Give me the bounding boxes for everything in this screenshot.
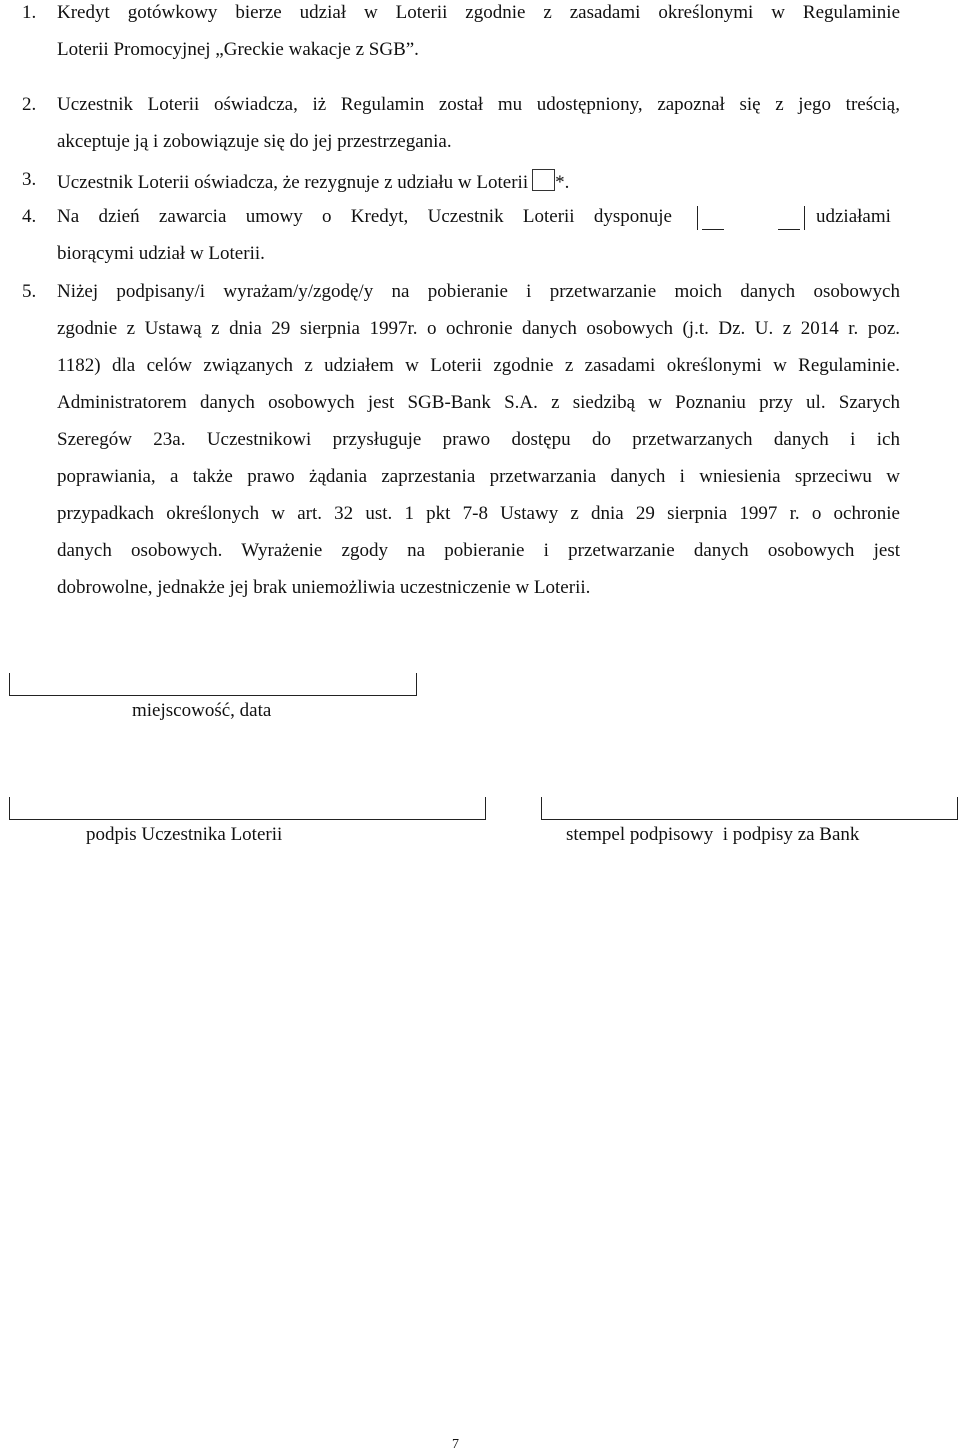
underline (778, 229, 800, 230)
underline (702, 229, 724, 230)
clause-line: Kredyt gotówkowy bierze udział w Loterii zgodnie z zasadami określonymi w Regulaminie (57, 2, 900, 23)
clause-number: 4. (22, 206, 37, 227)
clause-line: zgodnie z Ustawą z dnia 29 sierpnia 1997r. o ochronie danych osobowych (j.t. Dz. U. z 2014 r. poz. (57, 318, 900, 339)
clause-line: danych osobowych. Wyrażenie zgody na pobieranie i przetwarzanie danych osobowych jest (57, 540, 900, 561)
asterisk-note: *. (555, 172, 570, 193)
bank-signature-field[interactable] (541, 797, 958, 820)
clause-text: Uczestnik Loterii oświadcza, że rezygnuje z udziału w Loterii (57, 172, 529, 193)
clause-number: 5. (22, 281, 37, 302)
bank-signature-label: stempel podpisowy i podpisy za Bank (566, 824, 860, 845)
clause-line: przypadkach określonych w art. 32 ust. 1 pkt 7-8 Ustawy z dnia 29 sierpnia 1997 r. o ochronie (57, 503, 900, 524)
clause-line: Uczestnik Loterii oświadcza, iż Regulamin został mu udostępniony, zapoznał się z jego treścią, (57, 94, 900, 115)
place-date-field[interactable] (9, 673, 417, 696)
participant-signature-label: podpis Uczestnika Loterii (86, 824, 283, 845)
clause-line (57, 169, 569, 194)
clause-number: 3. (22, 169, 37, 190)
place-date-label: miejscowość, data (132, 700, 272, 721)
opt-out-checkbox[interactable] (532, 169, 555, 191)
clause-line: Niżej podpisany/i wyrażam/y/zgodę/y na pobieranie i przetwarzanie moich danych osobowych (57, 281, 900, 302)
clause-line: udziałami (816, 206, 891, 227)
clause-line: Na dzień zawarcia umowy o Kredyt, Uczestnik Loterii dysponuje (57, 206, 672, 227)
clause-line: Loterii Promocyjnej „Greckie wakacje z SGB”. (57, 39, 419, 60)
clause-line: akceptuje ją i zobowiązuje się do jej przestrzegania. (57, 131, 452, 152)
clause-line: 1182) dla celów związanych z udziałem w Loterii zgodnie z zasadami określonymi w Regulaminie. (57, 355, 900, 376)
page-number: 7 (452, 1437, 459, 1452)
clause-line: Administratorem danych osobowych jest SGB-Bank S.A. z siedzibą w Poznaniu przy ul. Szarych (57, 392, 900, 413)
clause-line: biorącymi udział w Loterii. (57, 243, 265, 264)
shares-count-field[interactable] (697, 206, 805, 230)
clause-line: dobrowolne, jednakże jej brak uniemożliwia uczestniczenie w Loterii. (57, 577, 591, 598)
participant-signature-field[interactable] (9, 797, 486, 820)
clause-number: 1. (22, 2, 37, 23)
clause-line: Szeregów 23a. Uczestnikowi przysługuje prawo dostępu do przetwarzanych danych i ich (57, 429, 900, 450)
clause-line: poprawiania, a także prawo żądania zaprzestania przetwarzania danych i wniesienia sprzeciwu w (57, 466, 900, 487)
clause-number: 2. (22, 94, 37, 115)
